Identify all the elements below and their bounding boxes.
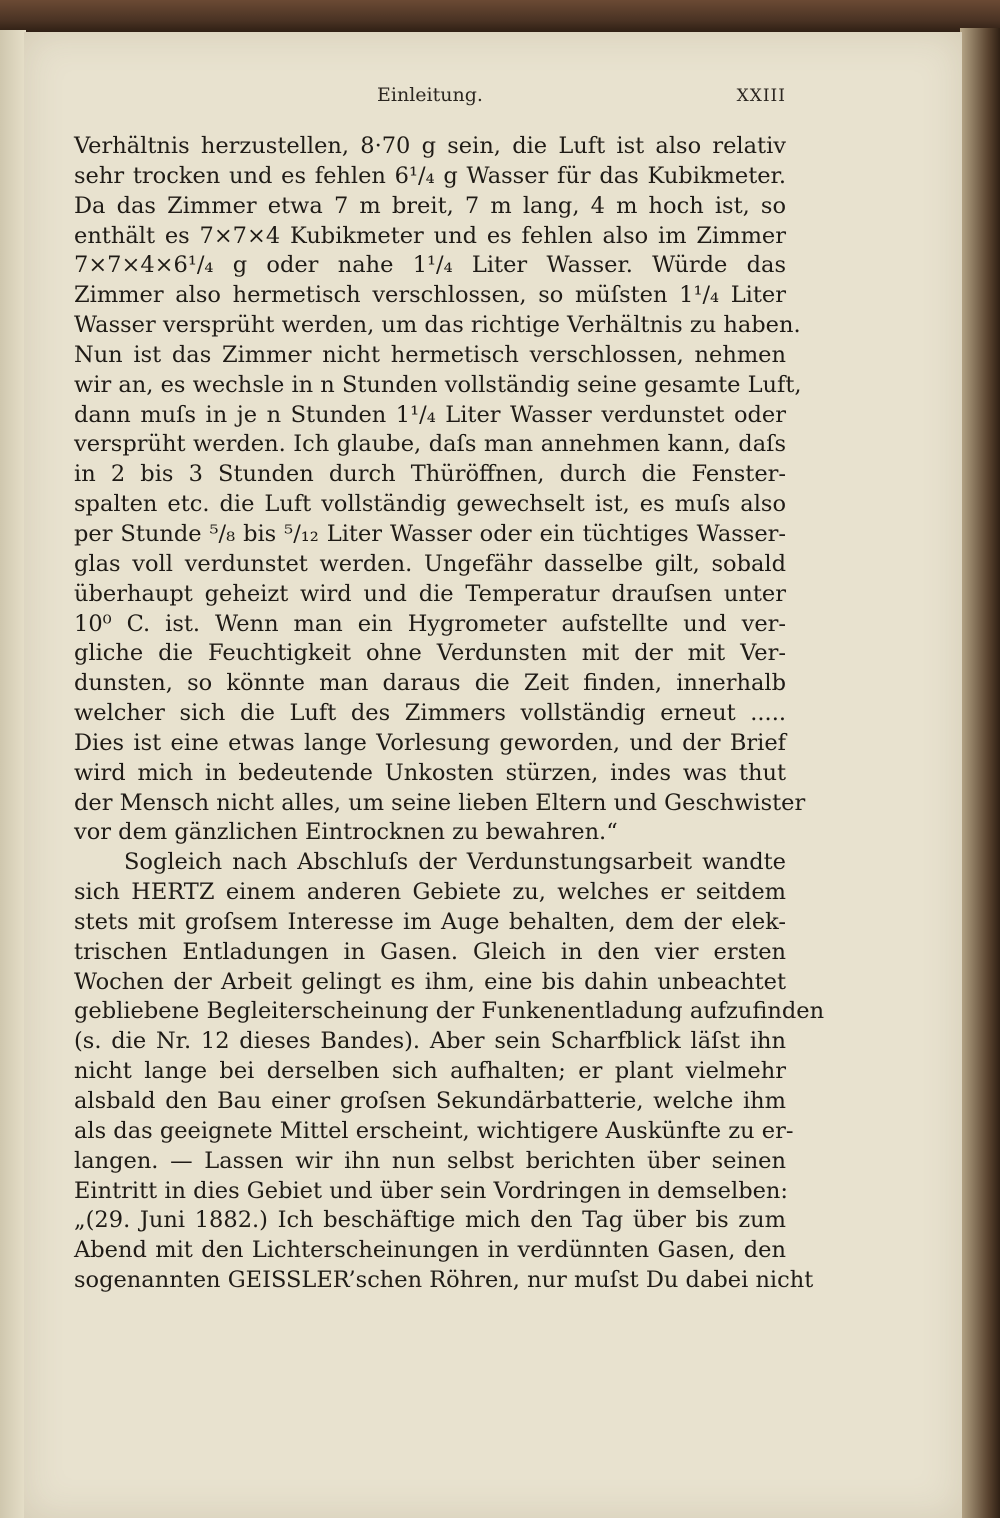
book-left-page-edge [0,30,26,1518]
body-text [74,132,825,1296]
running-head: Einleitung. [377,84,483,106]
text-line: gliche die Feuchtigkeit ohne Verdunsten mit der mit Ver- [74,640,786,667]
book-top-edge [0,0,1000,34]
text-line: 10⁰ C. ist. Wenn man ein Hygrometer aufstellte und ver- [74,610,786,637]
text-line: sich HERTZ einem anderen Gebiete zu, welches er seitdem [74,879,786,906]
text-line: welcher sich die Luft des Zimmers vollständig erneut ..... [74,700,786,727]
page-number: XXIII [736,86,786,106]
text-line: Zimmer also hermetisch verschlossen, so müſsten 1¹/₄ Liter [74,282,786,309]
text-line: Da das Zimmer etwa 7 m breit, 7 m lang, 4 m hoch ist, so [74,192,786,219]
text-line: langen. — Lassen wir ihn nun selbst berichten über seinen [74,1147,786,1174]
text-line: alsbald den Bau einer groſsen Sekundärbatterie, welche ihm [74,1088,786,1114]
text-line: versprüht werden. Ich glaube, daſs man annehmen kann, daſs [74,431,786,458]
text-line: wird mich in bedeutende Unkosten stürzen, indes was thut [74,759,786,786]
text-line: Eintritt in dies Gebiet und über sein Vordringen in demselben: [74,1177,788,1204]
text-line: Abend mit den Lichterscheinungen in verdünnten Gasen, den [74,1237,786,1264]
text-line: Wasser versprüht werden, um das richtige Verhältnis zu haben. [74,312,801,339]
text-line: Verhältnis herzustellen, 8·70 g sein, die Luft ist also relativ [74,133,786,159]
text-line: in 2 bis 3 Stunden durch Thüröffnen, durch die Fenster- [74,461,786,488]
text-line: nicht lange bei derselben sich aufhalten; er plant vielmehr [74,1058,786,1085]
text-line: enthält es 7×7×4 Kubikmeter und es fehlen also im Zimmer [74,222,786,249]
page-header [74,84,786,114]
text-line: vor dem gänzlichen Eintrocknen zu bewahren.“ [74,819,618,846]
text-line: Wochen der Arbeit gelingt es ihm, eine bis dahin unbeachtet [74,968,786,995]
text-line: überhaupt geheizt wird und die Temperatur drauſsen unter [74,580,786,607]
text-line: stets mit groſsem Interesse im Auge behalten, dem der elek- [74,908,786,935]
text-line: sogenannten GEISSLER’schen Röhren, nur muſst Du dabei nicht [74,1267,814,1294]
text-line: Sogleich nach Abschluſs der Verdunstungsarbeit wandte [124,849,786,876]
book-right-fore-edge [960,28,1000,1518]
text-line: trischen Entladungen in Gasen. Gleich in den vier ersten [74,938,786,965]
text-line: per Stunde ⁵/₈ bis ⁵/₁₂ Liter Wasser oder ein tüchtiges Wasser- [74,520,786,547]
text-line: der Mensch nicht alles, um seine lieben Eltern und Geschwister [74,789,806,816]
text-line: (s. die Nr. 12 dieses Bandes). Aber sein Scharfblick läſst ihn [74,1028,786,1055]
text-line: dunsten, so könnte man daraus die Zeit finden, innerhalb [74,670,786,697]
text-line: als das geeignete Mittel erscheint, wichtigere Auskünfte zu er- [74,1117,794,1144]
text-line: Dies ist eine etwas lange Vorlesung geworden, und der Brief [74,729,786,756]
text-line: 7×7×4×6¹/₄ g oder nahe 1¹/₄ Liter Wasser. Würde das [74,252,786,279]
text-line: spalten etc. die Luft vollständig gewechselt ist, es muſs also [74,491,786,518]
text-line: „(29. Juni 1882.) Ich beschäftige mich den Tag über bis zum [74,1207,786,1234]
text-line: gebliebene Begleiterscheinung der Funkenentladung aufzufinden [74,998,825,1025]
text-line: sehr trocken und es fehlen 6¹/₄ g Wasser für das Kubikmeter. [74,162,786,189]
text-line: wir an, es wechsle in n Stunden vollständig seine gesamte Luft, [74,371,802,398]
text-line: Nun ist das Zimmer nicht hermetisch verschlossen, nehmen [74,341,786,368]
text-line: dann muſs in je n Stunden 1¹/₄ Liter Wasser verdunstet oder [74,401,786,428]
text-line: glas voll verdunstet werden. Ungefähr dasselbe gilt, sobald [74,550,786,577]
